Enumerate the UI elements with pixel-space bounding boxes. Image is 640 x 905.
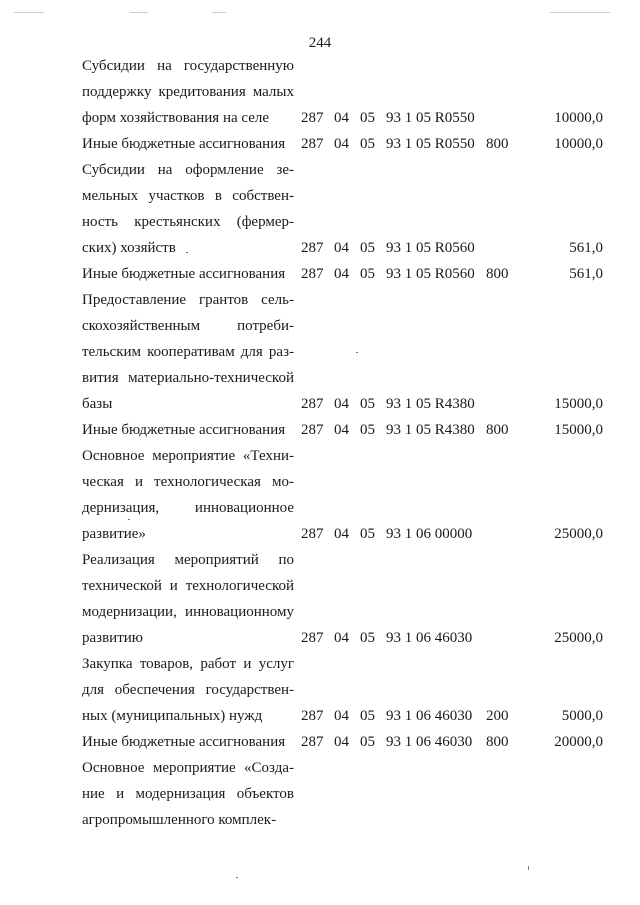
table-line bbox=[0, 53, 640, 79]
amount: 20000,0 bbox=[554, 734, 603, 750]
budget-code: 287 bbox=[301, 136, 324, 152]
table-line bbox=[0, 729, 640, 755]
subsection-code: 05 bbox=[360, 136, 375, 152]
row-description: Закупка товаров, работ и услуг bbox=[82, 656, 294, 672]
subsection-code: 05 bbox=[360, 240, 375, 256]
row-description: для обеспечения государствен- bbox=[82, 682, 294, 698]
subsection-code: 05 bbox=[360, 110, 375, 126]
expense-type-code: 200 bbox=[486, 708, 509, 724]
section-code: 04 bbox=[334, 708, 349, 724]
row-description: ских) хозяйств bbox=[82, 240, 176, 256]
amount: 5000,0 bbox=[561, 708, 603, 724]
row-description: Предоставление грантов сель- bbox=[82, 292, 294, 308]
subsection-code: 05 bbox=[360, 422, 375, 438]
subsection-code: 05 bbox=[360, 266, 375, 282]
subsection-code: 05 bbox=[360, 734, 375, 750]
target-article-code: 93 1 05 R0550 bbox=[386, 110, 475, 126]
expense-type-code: 800 bbox=[486, 422, 509, 438]
row-description: скохозяйственным потреби- bbox=[82, 318, 294, 334]
amount: 25000,0 bbox=[554, 630, 603, 646]
row-description: дернизация, инновационное bbox=[82, 500, 294, 516]
table-line bbox=[0, 599, 640, 625]
table-line bbox=[0, 313, 640, 339]
table-line bbox=[0, 261, 640, 287]
budget-code: 287 bbox=[301, 396, 324, 412]
table-line bbox=[0, 131, 640, 157]
table-line bbox=[0, 677, 640, 703]
budget-code: 287 bbox=[301, 708, 324, 724]
row-description: Реализация мероприятий по bbox=[82, 552, 294, 568]
subsection-code: 05 bbox=[360, 708, 375, 724]
table-line bbox=[0, 781, 640, 807]
expense-type-code: 800 bbox=[486, 136, 509, 152]
table-line bbox=[0, 287, 640, 313]
row-description: Субсидии на оформление зе- bbox=[82, 162, 294, 178]
section-code: 04 bbox=[334, 396, 349, 412]
section-code: 04 bbox=[334, 630, 349, 646]
row-description: технической и технологической bbox=[82, 578, 294, 594]
amount: 561,0 bbox=[569, 266, 603, 282]
table-line bbox=[0, 651, 640, 677]
row-description: Субсидии на государственную bbox=[82, 58, 294, 74]
target-article-code: 93 1 05 R0560 bbox=[386, 240, 475, 256]
row-description: развитие» bbox=[82, 526, 146, 542]
amount: 561,0 bbox=[569, 240, 603, 256]
row-description: Иные бюджетные ассигнования bbox=[82, 734, 286, 750]
amount: 25000,0 bbox=[554, 526, 603, 542]
subsection-code: 05 bbox=[360, 396, 375, 412]
table-line bbox=[0, 209, 640, 235]
row-description: Основное мероприятие «Созда- bbox=[82, 760, 294, 776]
table-line bbox=[0, 807, 640, 833]
table-line bbox=[0, 443, 640, 469]
target-article-code: 93 1 06 46030 bbox=[386, 708, 473, 724]
row-description: форм хозяйствования на селе bbox=[82, 110, 270, 126]
row-description: Основное мероприятие «Техни- bbox=[82, 448, 294, 464]
row-description: ных (муниципальных) нужд bbox=[82, 708, 263, 724]
target-article-code: 93 1 05 R0550 bbox=[386, 136, 475, 152]
scan-speck bbox=[130, 12, 148, 13]
subsection-code: 05 bbox=[360, 630, 375, 646]
row-description: мельных участков в собствен- bbox=[82, 188, 294, 204]
table-line bbox=[0, 79, 640, 105]
amount: 10000,0 bbox=[554, 136, 603, 152]
scan-speck bbox=[550, 12, 610, 13]
row-description: модернизации, инновационному bbox=[82, 604, 294, 620]
row-description: ность крестьянских (фермер- bbox=[82, 214, 294, 230]
section-code: 04 bbox=[334, 110, 349, 126]
table-line bbox=[0, 469, 640, 495]
section-code: 04 bbox=[334, 422, 349, 438]
row-description: Иные бюджетные ассигнования bbox=[82, 422, 286, 438]
scan-speck bbox=[128, 519, 130, 520]
subsection-code: 05 bbox=[360, 526, 375, 542]
expense-type-code: 800 bbox=[486, 266, 509, 282]
amount: 15000,0 bbox=[554, 422, 603, 438]
budget-code: 287 bbox=[301, 266, 324, 282]
target-article-code: 93 1 05 R4380 bbox=[386, 422, 475, 438]
section-code: 04 bbox=[334, 136, 349, 152]
table-line bbox=[0, 339, 640, 365]
table-line bbox=[0, 703, 640, 729]
budget-code: 287 bbox=[301, 734, 324, 750]
table-line bbox=[0, 573, 640, 599]
target-article-code: 93 1 06 00000 bbox=[386, 526, 473, 542]
row-description: базы bbox=[82, 396, 113, 412]
section-code: 04 bbox=[334, 240, 349, 256]
budget-code: 287 bbox=[301, 422, 324, 438]
row-description: тельским кооперативам для раз- bbox=[82, 344, 294, 360]
scan-speck bbox=[528, 866, 529, 870]
section-code: 04 bbox=[334, 266, 349, 282]
target-article-code: 93 1 05 R4380 bbox=[386, 396, 475, 412]
table-line bbox=[0, 547, 640, 573]
target-article-code: 93 1 06 46030 bbox=[386, 630, 473, 646]
row-description: вития материально-технической bbox=[82, 370, 294, 386]
table-line bbox=[0, 755, 640, 781]
row-description: Иные бюджетные ассигнования bbox=[82, 136, 286, 152]
row-description: развитию bbox=[82, 630, 143, 646]
row-description: ние и модернизация объектов bbox=[82, 786, 294, 802]
expense-type-code: 800 bbox=[486, 734, 509, 750]
target-article-code: 93 1 05 R0560 bbox=[386, 266, 475, 282]
table-line bbox=[0, 391, 640, 417]
table-line bbox=[0, 417, 640, 443]
row-description: ческая и технологическая мо- bbox=[82, 474, 294, 490]
row-description: поддержку кредитования малых bbox=[82, 84, 294, 100]
row-description: агропромышленного комплек- bbox=[82, 812, 277, 828]
budget-code: 287 bbox=[301, 630, 324, 646]
table-line bbox=[0, 235, 640, 261]
budget-code: 287 bbox=[301, 526, 324, 542]
target-article-code: 93 1 06 46030 bbox=[386, 734, 473, 750]
page-number: 244 bbox=[308, 35, 332, 51]
scan-speck bbox=[212, 12, 226, 13]
table-line bbox=[0, 183, 640, 209]
table-line bbox=[0, 365, 640, 391]
table-line bbox=[0, 521, 640, 547]
scan-speck bbox=[14, 12, 44, 13]
amount: 10000,0 bbox=[554, 110, 603, 126]
budget-code: 287 bbox=[301, 240, 324, 256]
table-line bbox=[0, 495, 640, 521]
amount: 15000,0 bbox=[554, 396, 603, 412]
budget-code: 287 bbox=[301, 110, 324, 126]
scan-speck bbox=[186, 252, 188, 253]
scan-speck bbox=[236, 877, 238, 878]
table-line bbox=[0, 625, 640, 651]
table-line bbox=[0, 105, 640, 131]
section-code: 04 bbox=[334, 734, 349, 750]
table-line bbox=[0, 157, 640, 183]
section-code: 04 bbox=[334, 526, 349, 542]
row-description: Иные бюджетные ассигнования bbox=[82, 266, 286, 282]
scan-speck bbox=[356, 352, 358, 353]
